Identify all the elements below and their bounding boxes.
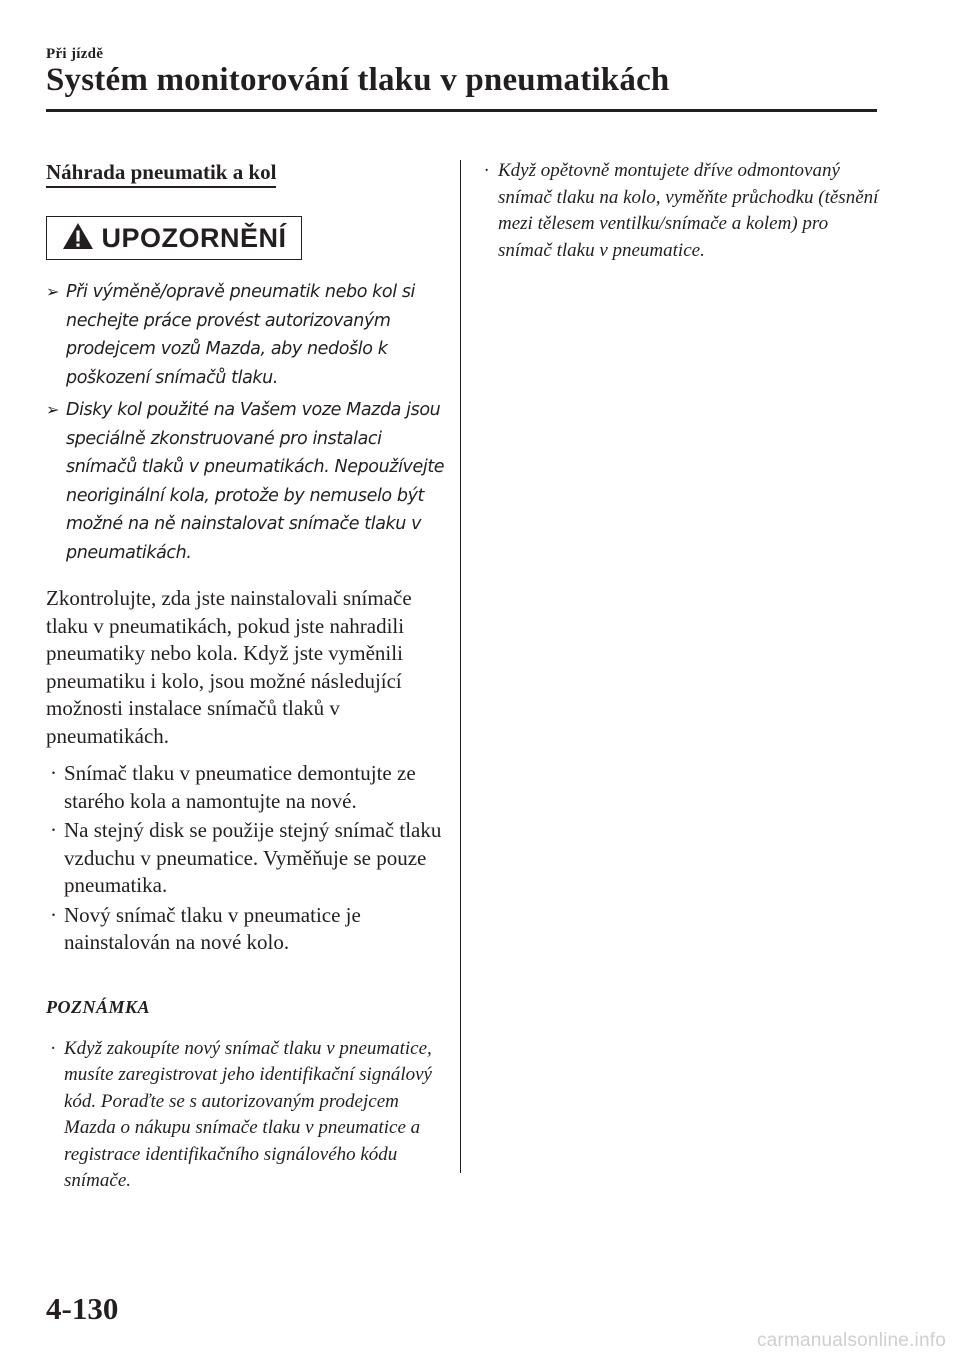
page-number: 4-130 [46, 1291, 119, 1326]
caution-item-text: Při výměně/opravě pneumatik nebo kol si nechejte práce provést autorizovaným prodejcem vozů Mazda, aby nedošlo k poškození snímačů tlaku. [66, 282, 416, 388]
left-column [46, 158, 446, 1195]
section-label: Při jízdě [46, 46, 104, 62]
page-title: Systém monitorování tlaku v pneumatikách [46, 62, 670, 98]
list-item-text: Na stejný disk se použije stejný snímač tlaku vzduchu v pneumatice. Vyměňuje se pouze pneumatika. [64, 818, 442, 897]
caution-label: UPOZORNĚNÍ [101, 222, 287, 253]
note-item [46, 1036, 446, 1195]
body-paragraph: Zkontrolujte, zda jste nainstalovali snímače tlaku v pneumatikách, pokud jste nahradili pneumatiky nebo kola. Když jste vyměnili pneumatiku i kolo, jsou možné následující možnosti instalace snímačů tlaků v pneumatikách. [46, 586, 412, 748]
subsection-title: Náhrada pneumatik a kol [46, 158, 276, 188]
list-item [46, 902, 446, 957]
list-item [46, 760, 446, 815]
note-item-text: Když opětovně montujete dříve odmontovaný snímač tlaku na kolo, vyměňte průchodku (těsnění mezi tělesem ventilku/snímače a kolem) pro snímač tlaku v pneumatice. [498, 160, 879, 261]
caution-item [46, 278, 446, 392]
caution-item-text: Disky kol použité na Vašem voze Mazda jsou speciálně zkonstruované pro instalaci snímačů tlaků v pneumatikách. Nepoužívejte neoriginální kola, protože by nemuselo být možné na ně nainstalovat snímače tlaku v pneumatikách. [66, 400, 445, 563]
warning-triangle-icon [61, 221, 95, 256]
caution-item [46, 396, 446, 567]
bullet-dot: · [484, 160, 489, 181]
list-item-text: Snímač tlaku v pneumatice demontujte ze starého kola a namontujte na nové. [64, 761, 416, 813]
bullet-dot: · [50, 1037, 57, 1059]
note-item-text: Když zakoupíte nový snímač tlaku v pneumatice, musíte zaregistrovat jeho identifikační signálový kód. Poraďte se s autorizovaným prodejcem Mazda o nákupu snímače tlaku v pneumatice a registrace identifikačního signálového kódu snímače. [64, 1037, 432, 1191]
header-rule [46, 109, 877, 112]
caution-list [46, 278, 446, 567]
arrow-bullet-icon: ➢ [46, 400, 60, 419]
arrow-bullet-icon: ➢ [46, 282, 60, 301]
watermark: carmanualsonline.info [756, 1330, 946, 1351]
caution-box [46, 216, 302, 260]
note-list [46, 1036, 446, 1195]
note-title: POZNÁMKA [46, 996, 151, 1017]
list-item [46, 817, 446, 900]
column-divider [460, 160, 461, 1173]
note-item [480, 158, 880, 264]
bullet-dot: · [50, 902, 57, 927]
bullet-dot: · [50, 761, 57, 785]
right-column [480, 158, 880, 264]
bullet-dot: · [50, 818, 57, 842]
bullet-list [46, 760, 446, 957]
list-item-text: Nový snímač tlaku v pneumatice je nainstalován na nové kolo. [64, 902, 361, 954]
